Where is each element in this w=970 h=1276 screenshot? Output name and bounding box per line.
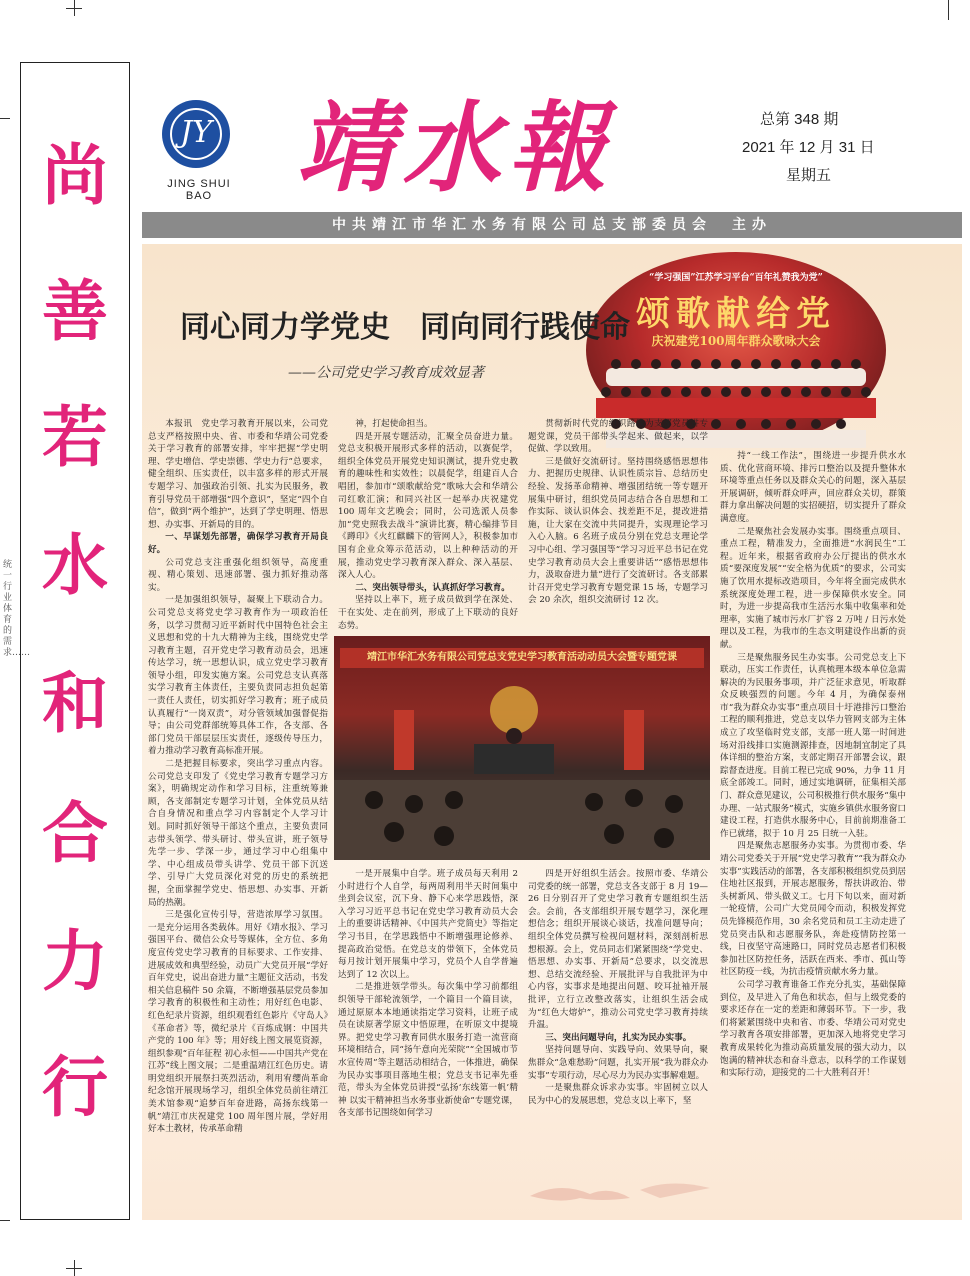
sponsor-text: 中共靖江市华汇水务有限公司总支部委员会 主办 (332, 217, 772, 233)
slogan-char: 善 (42, 273, 108, 350)
paragraph: 四是聚焦志愿服务办实事。为贯彻市委、华靖公司党委关于开展“党史学习教育”“我为群众办实事”实践活动的部署，各支部积极组织党员到居住地社区报到，开展志愿服务，帮扶讲政治、带头树新风、带头做义工。七月下旬以来，面对新一轮疫情，公司广大党员闻令而动，积极发挥党员先锋模范作用，30 余名党员和员工主动走进了党员突击队和志愿服务队，奔赴疫情防控第一线，日夜坚守高速路口，同时党员志愿者们积极参加社区防控任务，活跃在西来、季市、孤山等社区防疫一线，为抗击疫情贡献水务力量。 (720, 841, 906, 978)
paragraph: 二是聚焦社会发展办实事。围绕重点项目、重点工程，精准发力，全面推进“水润民生”工程。近年来，根据省政府办公厅提出的供水水质“要深度发展”“安全格为优质”的要求，公司实施了饮用水提标改造项目，今年将全面完成供水系统深度处理工程，进一步保障供水安全。同时，为进一步提高我市生活污水集中收集率和处理率，实施了城市污水厂扩容 2 万吨 / 日污水处理以及工程，为我市的生态文明建设作出新的贡献。 (720, 526, 906, 650)
text-column-3 (528, 418, 708, 618)
paragraph: 本报讯 党史学习教育开展以来，公司党总支严格按照中央、省、市委和华靖公司党委关于学习教育的部署安排，牢牢把握“学史明理、学史增信、学史崇德、学史力行”总要求，健全组织、压实责任，以丰富多样的形式开展专题学习、加强政治引领、扎实为民服务，教育引导党员干部增强“四个意识”，坚定“四个自信”，做到“两个维护”，达到了学史明理、悟思想、办实事、开新局的目的。 (148, 419, 328, 530)
paragraph: 三是强化宣传引导，营造浓厚学习氛围。一是充分运用各类载体。用好《靖水报》、学习强国平台、微信公众号等媒体，全方位、多角度宣传党史学习教育的目标要求、工作安排、进展成效和典型经验，动员广大党员开展“学好百年党史，说出奋进力量”主题征文活动，书发相关信息稿件 50 余篇，不断增强基层党员参加学习教育的积极性和主动性；用好红色电影、红色纪录片资源，组织观看红色影片《守岛人》《革命者》等，微纪录片《百炼成钢：中国共产党的 100 年》等；用好线上图文展览资源，组织参观“百年征程 初心永恒——中国共产党在江苏”线上图文展；二是重温靖江红色历史。请明党组织开展祭扫英烈活动，利用宥缨尚革命纪念馆开展现场学习，组织全体党员前往靖江美术馆参观“追梦百年奋进路，高扬东线第一帆”靖江市庆祝建党 100 周年图片展，学好用好本土教材，传承革命精 (148, 910, 328, 1135)
paragraph: 坚持问题导向、实践导向、效果导向，聚焦群众“急难愁盼”问题，扎实开展“我为群众办实事”专项行动，尽心尽力为民办实事解难题。 (528, 1045, 708, 1081)
photo-title-text: 颂歌献给党 (636, 294, 836, 334)
crop-mark (66, 1268, 82, 1269)
paragraph: 公司党总支注重强化组织领导，高度重视、精心策划、迅速部署、强力抓好推动落实。 (148, 557, 328, 593)
dove-watermark (520, 1176, 720, 1206)
meeting-banner: 靖江市华汇水务有限公司党总支党史学习教育活动动员大会暨专题党课 (340, 648, 704, 668)
text-column-4 (720, 450, 906, 1152)
paragraph: 二是把握目标要求，突出学习重点内容。公司党总支印发了《党史学习教育专题学习方案》，明确规定动作和学习目标，注重统筹兼顾，各支部制定专题学习计划，全体党员从结合自身情况和重点学习内容制定个人学习计划。同时抓好领导干部这个重点，主要负责同志带头领学、带头研讨、带头宣讲，班子领导先学一步、学深一步，通过学习中心组集中学、中心组成员带头讲学、党员干部下沉送学、引导广大党员深化对党的历史的系统把握，全面掌握学党史、悟思想、办实事、开新局的热潮。 (148, 759, 328, 908)
section-heading: 二、突出领导带头，认真抓好学习教育。 (355, 582, 510, 593)
text-column-6 (528, 868, 708, 1170)
slogan-char: 行 (42, 1049, 108, 1126)
slogan-char: 尚 (42, 137, 108, 214)
slogan-char: 水 (42, 527, 108, 604)
slogan-char: 若 (42, 399, 108, 476)
crop-mark (948, 0, 949, 20)
text-column-2 (338, 418, 518, 631)
paragraph: 一是聚焦群众诉求办实事。牢固树立以人民为中心的发展思想，党总支以上率下，坚 (528, 1083, 708, 1106)
slogan-char: 力 (42, 923, 108, 1000)
text-column-5 (338, 868, 518, 1178)
paragraph: 三是聚焦服务民生办实事。公司党总支上下联动，压实工作责任，认真梳理本级本单位急需解决的为民服务事项，并广泛征求意见，听取群众反映强烈的问题。今年 4 月，为确保泰州市“我为群众办实事”重点项目十圩港排污口整治工程的顺利推进，党总支以华力管网支部为主体成立了攻坚临时党支部，支部一班人第一时间进场对沿线排口实施测源排查，因地制宜制定了具体详细的整治方案，支部定期召开部署会议，跟踪督查进度。目前工程已完成 90%，力争 11 月底全部竣工。同时，通过实地调研，征集相关部门、群众意见建议，公司积极推行供水服务“集中办理、一站式服务”模式，实施乡镇供水服务窗口建设工程，打造供水服务中心，目前前期准备工作已就绪，拟于 10 月 25 日统一入驻。 (720, 652, 906, 839)
text-column-1 (148, 418, 328, 1174)
slogan-char: 和 (42, 665, 108, 742)
article-subhead: ——公司党史学习教育成效显著 (288, 365, 484, 381)
sponsor-bar (142, 212, 962, 238)
logo-text: JING SHUI BAO (167, 178, 231, 202)
issue-number: 总第 348 期 (760, 111, 839, 128)
paper-logo (162, 100, 230, 168)
paragraph: 一是开展集中自学。班子成员每天利用 2 小时进行个人自学，每两周利用半天时间集中坐到会议室，沉下身、静下心来学思践悟，深入学习习近平总书记在党史学习教育动员大会上的重要讲话精神、《中国共产党简史》等指定学习书目，在学思践悟中不断增强理论修养、提高政治觉悟。在党总支的带领下，全体党员每月按计划开展集中学习，党员个人自学普遍达到了 12 次以上。 (338, 869, 518, 980)
section-heading: 三、突出问题导向，扎实为民办实事。 (545, 1032, 692, 1043)
paragraph: 四是开好组织生活会。按照市委、华靖公司党委的统一部署，党总支各支部于 8 月 19—26 日分别召开了党史学习教育专题组织生活会。会前，各支部组织开展专题学习，深化理想信念；组织开展谈心谈话，找准问题导向；组织全体党员撰写检视问题材料，深刻剖析思想根源。会上，党员同志们紧紧围绕“学党史、悟思想、办实事、开新局”总要求，以交流思想、总结交流经验、开展批评与自我批评为中心内容，实事求是地提出问题、咬耳扯袖开展批评，立行立改整改落实，让组织生活会成为“红色大熔炉”，推动公司党史学习教育持续升温。 (528, 869, 708, 1031)
issue-weekday: 星期五 (786, 167, 832, 184)
paragraph: 持“一线工作法”，围绕进一步提升供水水质、优化营商环境、排污口整治以及提升整体水环境等重点任务以及群众关心的问题，深入基层开展调研，倾听群众呼声，回应群众关切，群策群力拿出解决问题的实招硬招，切实提升了群众满意度。 (720, 451, 906, 524)
crop-mark (66, 8, 82, 9)
crop-mark (0, 118, 10, 119)
paragraph: 公司学习教育谁备工作充分扎实，基础保障到位，及早进入了角色和状态，但与上级党委的要求还存在一定的差距和薄弱环节。下一步，我们将紧紧围绕中央和省、市委、华靖公司对党史学习教育各项安排部署，更加深入地将党史学习教育成果转化为推动高质量发展的强大动力，以饱满的精神状态和奋斗意志，以科学的工作谋划和实际行动，迎接党的二十大胜利召开！ (720, 979, 906, 1079)
meeting-graphic (334, 670, 710, 860)
paragraph: 坚持以上率下，班子成员做到学在深处、干在实处、走在前列，形成了上下联动的良好态势。 (338, 595, 518, 631)
photo-subtitle-text: 庆祝建党100周年群众歌咏大会 (651, 334, 821, 348)
paragraph: 三是做好交流研讨。坚持围绕感悟思想伟力、把握历史规律、认识性质宗旨、总结历史经验、发扬革命精神、增强团结统一等专题开展集中研讨，组织党员同志结合各自思想和工作实际、谈认识体会、找差距不足，提改进措施，让大家在交流中共同提升，实现理论学习入心入脑。6 名班子成员分别在党总支理论学习中心组、学习强国等“学习习近平总书记在党史学习教育动员大会上重要讲话”“感悟思想伟力，汲取奋进力量”进行了交流研讨。各支部累计召开党史学习教育专题党课 15 场，专题学习会 20 余次，组织交流研讨 12 次。 (528, 456, 708, 606)
crop-mark (0, 1220, 10, 1221)
paragraph: 神，打起使命担当。 (355, 419, 433, 429)
paragraph: 四是开展专题活动，汇聚全员奋进力量。党总支积极开展形式多样的活动，以赛促学，组织全体党员开展党史知识测试，提升党史教育的趣味性和实效性；以晨促学，组建百人合唱团，参加市“颂歌献给党”歌咏大会和华靖公司红歌汇演；和同兴社区一起举办庆祝建党 100 周年文艺晚会；同时，公司选派人员参加“党史照我去战斗”演讲比赛，精心编排节目《蹲印》《火红麒麟下的管网人》，积极参加市国有企业众筹示范活动，以上种种活动的开展，推动党史学习教育深入群众、深入基层、深入人心。 (338, 431, 518, 581)
section-heading: 一、早谋划先部署，确保学习教育开局良好。 (148, 532, 328, 555)
slogan-box (20, 62, 130, 1220)
photo-meeting (334, 636, 710, 860)
paper-title: 靖水報 (296, 91, 615, 206)
paragraph: 一是加强组织领导，凝聚上下联动合力。公司党总支将党史学习教育作为一项政治任务，以学习贯彻习近平新时代中国特色社会主义思想和党的十九大精神为主线，围绕党史学习教育主题，召开党史学习教育动员会，迅速传达学习，统一思想认识，成立党史学习教育领导小组，印发实施方案。公司党总支认真落实学习教育主体责任，主要负责同志担负起第一责任人责任，切实抓好学习教育；班子成员认真履行“一岗双责”，对分管领域加强督促指导；由公司党群部统筹具体工作，各支部、各部门党员干部层层压实责任，逐级传导压力，着力推动学习教育高标准开展。 (148, 595, 328, 757)
slogan-char: 合 (42, 795, 108, 872)
paragraph: 二是推进领学带头。每次集中学习前都组织领导干部轮流领学，一个篇目一个篇目读，通过原原本本地通读指定学习资料，让班子成员在读原著学原文中悟原理，在听原文中提境界。把党史学习教育同供水服务打造一流营商环境相结合，同“扬午意向光荣院”“全国城市节水宣传周”等主题活动相结合，一体推进，确保为民办实事项目落地生根；党总支书记率先垂范，带头为全体党员讲授“弘扬‘东线第一帆’精神 以实干精神担当水务事业新使命”专题党课，各支部书记围绕如何学习 (338, 982, 518, 1119)
paragraph: 贯彻新时代党的组织路线为支部党员讲专题党课，党员干部带头学起来、做起来，以学促做、学以致用。 (528, 419, 708, 455)
article-headline: 同心同力学党史 同向同行践使命 (180, 310, 630, 345)
issue-date: 2021 年 12 月 31 日 (742, 139, 875, 156)
margin-note: 统一行业体育的需求…… (3, 560, 31, 658)
logo-mark: JY (170, 108, 222, 160)
photo-banner-text: “学习强国”江苏学习平台“百年礼赞我为党” (649, 273, 823, 283)
